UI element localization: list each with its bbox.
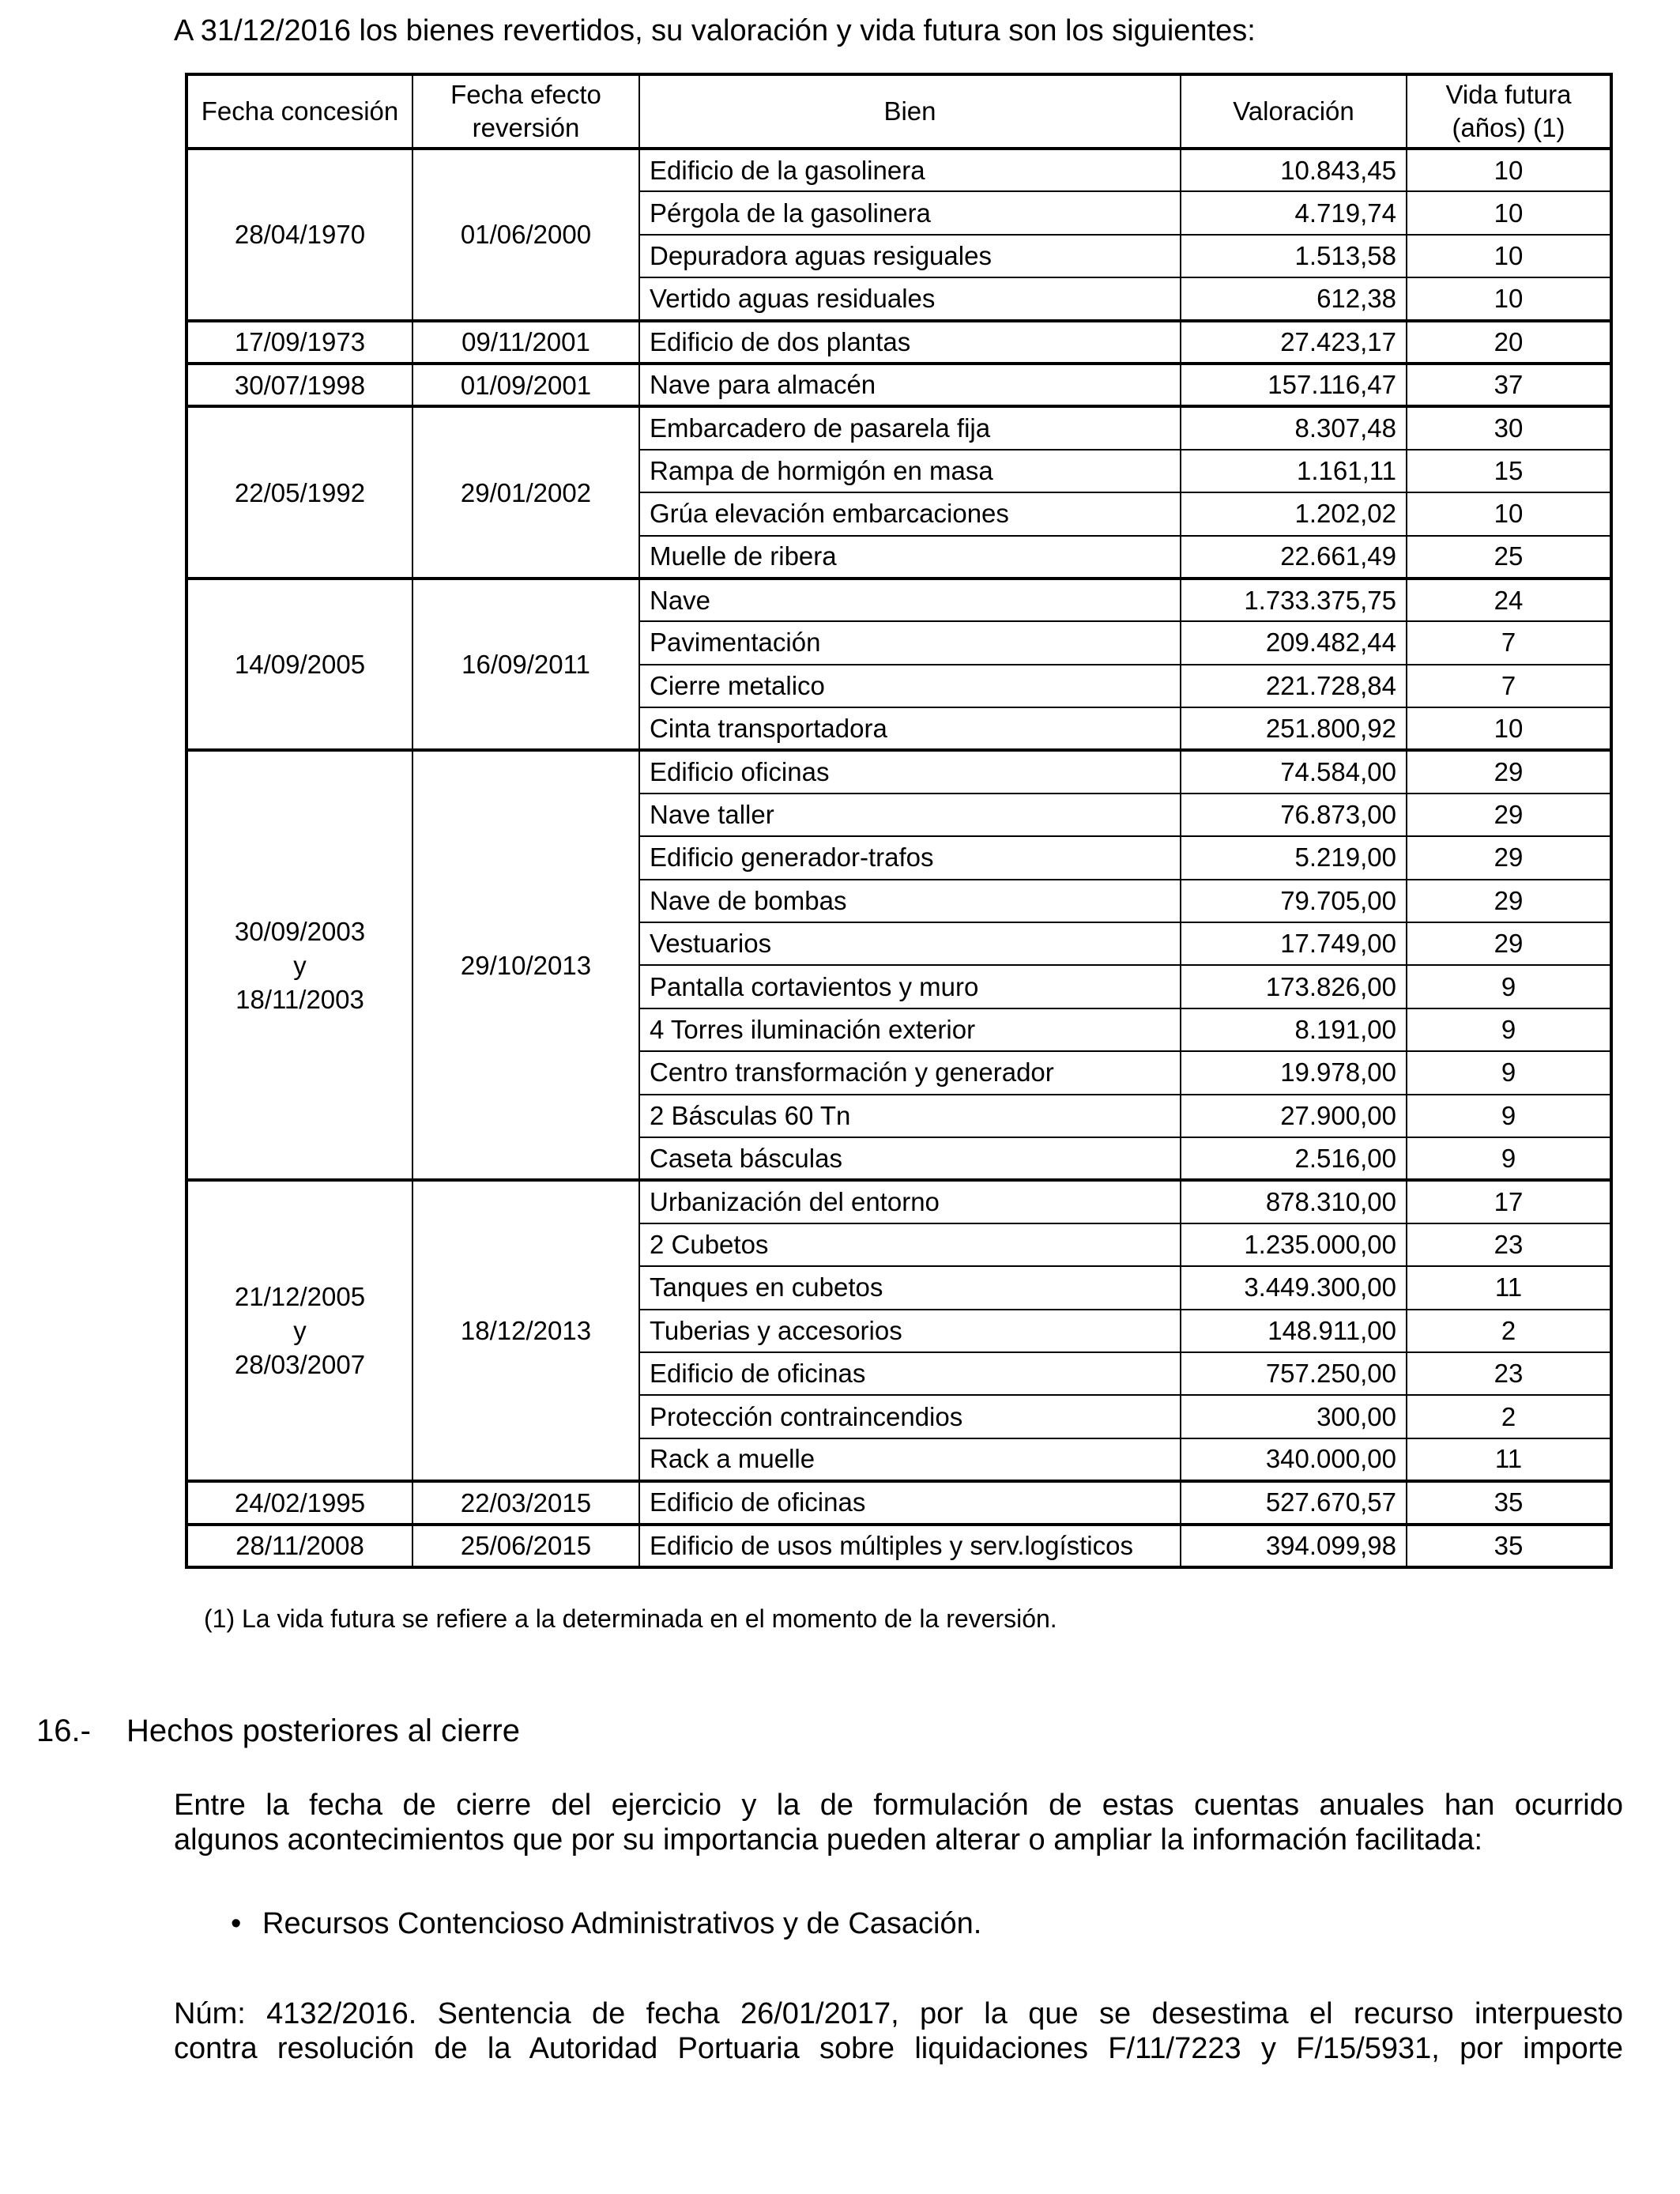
fecha-concesion-line: 30/09/2003: [234, 916, 366, 946]
header-fecha-concesion: Fecha concesión: [186, 74, 412, 149]
cell-valoracion: 8.191,00: [1181, 1008, 1407, 1051]
table-row: [186, 1525, 1611, 1567]
cell-valoracion: 22.661,49: [1181, 536, 1407, 579]
cell-valoracion: 1.161,11: [1181, 450, 1407, 492]
fecha-concesion-line: y: [293, 950, 307, 980]
cell-bien: Rampa de hormigón en masa: [639, 450, 1181, 492]
cell-fecha-concesion: [186, 364, 412, 406]
cell-vida-futura: 37: [1407, 364, 1611, 406]
cell-valoracion: 19.978,00: [1181, 1051, 1407, 1094]
cell-fecha-reversion: 29/01/2002: [412, 406, 639, 579]
table-row: [186, 364, 1611, 406]
table-row: [186, 750, 1611, 793]
header-fecha-efecto: [412, 74, 639, 149]
paragraph-sentencia: [174, 1996, 1623, 2066]
cell-vida-futura: 10: [1407, 277, 1611, 320]
cell-bien: Vestuarios: [639, 922, 1181, 965]
cell-bien: Nave: [639, 579, 1181, 621]
cell-valoracion: 17.749,00: [1181, 922, 1407, 965]
cell-vida-futura: 29: [1407, 922, 1611, 965]
fecha-concesion-line: 21/12/2005: [234, 1282, 366, 1312]
cell-fecha-reversion: 01/06/2000: [412, 149, 639, 321]
cell-bien: Protección contraincendios: [639, 1395, 1181, 1438]
cell-bien: Rack a muelle: [639, 1438, 1181, 1481]
section-title: Hechos posteriores al cierre: [126, 1713, 520, 1748]
cell-vida-futura: 11: [1407, 1438, 1611, 1481]
cell-vida-futura: 29: [1407, 794, 1611, 836]
cell-valoracion: 757.250,00: [1181, 1352, 1407, 1395]
cell-fecha-concesion: [186, 321, 412, 364]
cell-vida-futura: 23: [1407, 1352, 1611, 1395]
cell-fecha-concesion: [186, 406, 412, 579]
cell-valoracion: 1.513,58: [1181, 235, 1407, 277]
cell-bien: Edificio oficinas: [639, 750, 1181, 793]
cell-vida-futura: 15: [1407, 450, 1611, 492]
cell-fecha-reversion: 25/06/2015: [412, 1525, 639, 1567]
cell-vida-futura: 10: [1407, 707, 1611, 750]
cell-vida-futura: 9: [1407, 1137, 1611, 1180]
cell-valoracion: 27.900,00: [1181, 1095, 1407, 1137]
cell-bien: Embarcadero de pasarela fija: [639, 406, 1181, 449]
cell-vida-futura: 9: [1407, 1008, 1611, 1051]
cell-bien: Nave de bombas: [639, 880, 1181, 922]
cell-vida-futura: 29: [1407, 880, 1611, 922]
cell-vida-futura: 2: [1407, 1310, 1611, 1352]
cell-vida-futura: 9: [1407, 965, 1611, 1008]
cell-vida-futura: 11: [1407, 1266, 1611, 1309]
cell-vida-futura: 10: [1407, 149, 1611, 191]
table-row: [186, 1180, 1611, 1223]
cell-valoracion: 27.423,17: [1181, 321, 1407, 364]
cell-fecha-concesion: [186, 149, 412, 321]
cell-bien: Edificio generador-trafos: [639, 836, 1181, 879]
cell-bien: Edificio de oficinas: [639, 1352, 1181, 1395]
bullet-marker: •: [231, 1907, 242, 1940]
header-vida-line2: (años) (1): [1452, 113, 1565, 142]
cell-vida-futura: 7: [1407, 665, 1611, 707]
cell-valoracion: 74.584,00: [1181, 750, 1407, 793]
cell-vida-futura: 25: [1407, 536, 1611, 579]
cell-bien: Tuberias y accesorios: [639, 1310, 1181, 1352]
cell-bien: Tanques en cubetos: [639, 1266, 1181, 1309]
cell-bien: Depuradora aguas resiguales: [639, 235, 1181, 277]
fecha-concesion-line: y: [293, 1316, 307, 1346]
cell-bien: Edificio de la gasolinera: [639, 149, 1181, 191]
table-row: [186, 149, 1611, 191]
table-body: [186, 149, 1611, 1567]
cell-valoracion: 1.202,02: [1181, 492, 1407, 535]
cell-valoracion: 251.800,92: [1181, 707, 1407, 750]
cell-valoracion: 76.873,00: [1181, 794, 1407, 836]
fecha-concesion-line: 14/09/2005: [234, 650, 366, 680]
intro-text: A 31/12/2016 los bienes revertidos, su valoración y vida futura son los siguientes:: [174, 14, 1256, 47]
cell-vida-futura: 10: [1407, 492, 1611, 535]
cell-vida-futura: 30: [1407, 406, 1611, 449]
fecha-concesion-line: 22/05/1992: [234, 477, 366, 507]
bullet-text: Recursos Contencioso Administrativos y de Casación.: [262, 1907, 982, 1940]
fecha-concesion-line: 17/09/1973: [234, 327, 366, 357]
cell-bien: Caseta básculas: [639, 1137, 1181, 1180]
cell-valoracion: 2.516,00: [1181, 1137, 1407, 1180]
reverted-assets-table: [185, 73, 1613, 1569]
fecha-concesion-line: 24/02/1995: [234, 1487, 366, 1517]
fecha-concesion-line: 28/04/1970: [234, 220, 366, 250]
cell-vida-futura: 17: [1407, 1180, 1611, 1223]
cell-valoracion: 3.449.300,00: [1181, 1266, 1407, 1309]
cell-fecha-reversion: 09/11/2001: [412, 321, 639, 364]
cell-bien: 4 Torres iluminación exterior: [639, 1008, 1181, 1051]
table-row: [186, 579, 1611, 621]
cell-vida-futura: 2: [1407, 1395, 1611, 1438]
cell-fecha-reversion: 01/09/2001: [412, 364, 639, 406]
fecha-concesion-line: 30/07/1998: [234, 370, 366, 400]
cell-vida-futura: 7: [1407, 621, 1611, 664]
cell-fecha-reversion: 29/10/2013: [412, 750, 639, 1180]
cell-vida-futura: 24: [1407, 579, 1611, 621]
header-vida-futura: [1407, 74, 1611, 149]
header-valoracion: Valoración: [1181, 74, 1407, 149]
cell-fecha-reversion: 18/12/2013: [412, 1180, 639, 1481]
cell-bien: Vertido aguas residuales: [639, 277, 1181, 320]
table-row: [186, 406, 1611, 449]
table-row: [186, 321, 1611, 364]
cell-vida-futura: 9: [1407, 1051, 1611, 1094]
cell-bien: Grúa elevación embarcaciones: [639, 492, 1181, 535]
cell-vida-futura: 29: [1407, 836, 1611, 879]
paragraph-events: [174, 1788, 1623, 1857]
cell-valoracion: 221.728,84: [1181, 665, 1407, 707]
cell-bien: Cinta transportadora: [639, 707, 1181, 750]
cell-valoracion: 173.826,00: [1181, 965, 1407, 1008]
cell-valoracion: 527.670,57: [1181, 1481, 1407, 1524]
cell-vida-futura: 10: [1407, 191, 1611, 234]
cell-valoracion: 148.911,00: [1181, 1310, 1407, 1352]
cell-valoracion: 394.099,98: [1181, 1525, 1407, 1567]
cell-valoracion: 4.719,74: [1181, 191, 1407, 234]
cell-valoracion: 209.482,44: [1181, 621, 1407, 664]
cell-bien: Muelle de ribera: [639, 536, 1181, 579]
cell-valoracion: 10.843,45: [1181, 149, 1407, 191]
fecha-concesion-line: 18/11/2003: [235, 984, 364, 1014]
cell-fecha-reversion: 16/09/2011: [412, 579, 639, 751]
header-bien: Bien: [639, 74, 1181, 149]
paragraph-events-line1: Entre la fecha de cierre del ejercicio y la de formulación de estas cuentas anuales han ocurrido: [174, 1789, 1623, 1822]
cell-fecha-concesion: [186, 1525, 412, 1567]
cell-bien: Edificio de oficinas: [639, 1481, 1181, 1524]
section-number: 16.-: [36, 1713, 91, 1748]
cell-bien: 2 Básculas 60 Tn: [639, 1095, 1181, 1137]
cell-valoracion: 8.307,48: [1181, 406, 1407, 449]
footnote: (1) La vida futura se refiere a la determinada en el momento de la reversión.: [204, 1604, 1057, 1633]
cell-vida-futura: 20: [1407, 321, 1611, 364]
cell-valoracion: 300,00: [1181, 1395, 1407, 1438]
cell-bien: Urbanización del entorno: [639, 1180, 1181, 1223]
cell-fecha-concesion: [186, 750, 412, 1180]
cell-bien: Pantalla cortavientos y muro: [639, 965, 1181, 1008]
cell-valoracion: 1.733.375,75: [1181, 579, 1407, 621]
cell-valoracion: 79.705,00: [1181, 880, 1407, 922]
paragraph-sentencia-line2: contra resolución de la Autoridad Portuaria sobre liquidaciones F/11/7223 y F/15/5931, por importe: [174, 2032, 1623, 2065]
table-row: [186, 1481, 1611, 1524]
cell-bien: 2 Cubetos: [639, 1223, 1181, 1266]
table-header-row: [186, 74, 1611, 149]
paragraph-sentencia-line1: Núm: 4132/2016. Sentencia de fecha 26/01/2017, por la que se desestima el recurso interpuesto: [174, 1997, 1623, 2030]
cell-bien: Pérgola de la gasolinera: [639, 191, 1181, 234]
cell-valoracion: 157.116,47: [1181, 364, 1407, 406]
header-vida-line1: Vida futura: [1445, 80, 1572, 109]
cell-fecha-concesion: [186, 579, 412, 751]
cell-bien: Centro transformación y generador: [639, 1051, 1181, 1094]
cell-bien: Edificio de dos plantas: [639, 321, 1181, 364]
cell-bien: Nave taller: [639, 794, 1181, 836]
fecha-concesion-line: 28/11/2008: [235, 1531, 364, 1561]
cell-valoracion: 340.000,00: [1181, 1438, 1407, 1481]
cell-fecha-concesion: [186, 1481, 412, 1524]
fecha-concesion-line: 28/03/2007: [234, 1350, 366, 1380]
cell-bien: Nave para almacén: [639, 364, 1181, 406]
cell-fecha-reversion: 22/03/2015: [412, 1481, 639, 1524]
cell-vida-futura: 35: [1407, 1525, 1611, 1567]
header-fecha-efecto-line2: reversión: [472, 113, 580, 142]
cell-vida-futura: 29: [1407, 750, 1611, 793]
cell-bien: Cierre metalico: [639, 665, 1181, 707]
cell-bien: Edificio de usos múltiples y serv.logísticos: [639, 1525, 1181, 1567]
cell-vida-futura: 23: [1407, 1223, 1611, 1266]
cell-valoracion: 878.310,00: [1181, 1180, 1407, 1223]
header-fecha-efecto-line1: Fecha efecto: [450, 80, 601, 109]
cell-vida-futura: 35: [1407, 1481, 1611, 1524]
cell-bien: Pavimentación: [639, 621, 1181, 664]
cell-vida-futura: 10: [1407, 235, 1611, 277]
cell-fecha-concesion: [186, 1180, 412, 1481]
cell-vida-futura: 9: [1407, 1095, 1611, 1137]
paragraph-events-line2: algunos acontecimientos que por su importancia pueden alterar o ampliar la información facilitada:: [174, 1823, 1483, 1857]
cell-valoracion: 5.219,00: [1181, 836, 1407, 879]
cell-valoracion: 612,38: [1181, 277, 1407, 320]
cell-valoracion: 1.235.000,00: [1181, 1223, 1407, 1266]
